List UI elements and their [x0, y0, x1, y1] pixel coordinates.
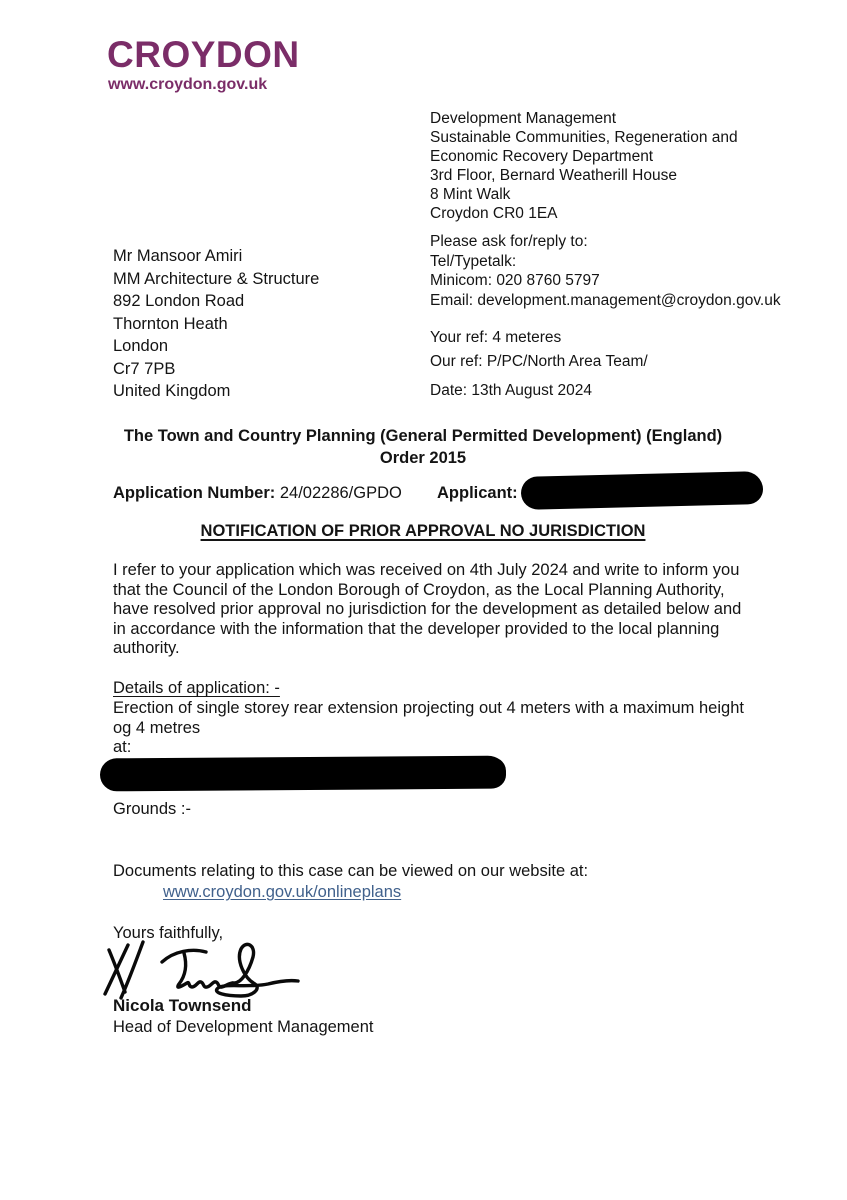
recipient-address-line: United Kingdom [113, 382, 231, 400]
sender-address-line: 3rd Floor, Bernard Weatherill House [430, 167, 677, 184]
letter-date: Date: 13th August 2024 [430, 382, 593, 399]
documents-text: Documents relating to this case can be viewed on our website at: [113, 862, 589, 880]
act-title-line1: The Town and Country Planning (General Permitted Development) (England) [123, 427, 723, 445]
address-redaction-bar [100, 756, 506, 792]
application-number-row [113, 484, 402, 503]
croydon-logo: CROYDON [107, 34, 300, 75]
act-title [93, 425, 753, 469]
details-heading: Details of application: - [113, 679, 280, 697]
details-description: Erection of single storey rear extension projecting out 4 meters with a maximum height og 4 metres [113, 699, 744, 737]
application-number-label: Application Number: [113, 484, 276, 502]
contact-line: Minicom: 020 8760 5797 [430, 272, 600, 289]
online-plans-link[interactable]: www.croydon.gov.uk/onlineplans [163, 883, 402, 901]
signatory-role: Head of Development Management [113, 1018, 374, 1036]
your-ref: Your ref: 4 meteres [430, 329, 562, 346]
recipient-address-line: London [113, 337, 169, 355]
recipient-address-line: 892 London Road [113, 292, 245, 310]
notification-heading: NOTIFICATION OF PRIOR APPROVAL NO JURISDICTION [200, 522, 646, 540]
recipient-address-line: Mr Mansoor Amiri [113, 247, 243, 265]
our-ref: Our ref: P/PC/North Area Team/ [430, 353, 648, 370]
signatory-name: Nicola Townsend [113, 996, 252, 1015]
sender-address-block [430, 109, 738, 223]
croydon-logo-url: www.croydon.gov.uk [108, 76, 268, 93]
recipient-address-line: MM Architecture & Structure [113, 269, 320, 288]
recipient-address-line: Thornton Heath [113, 314, 228, 333]
sender-address-line: Economic Recovery Department [430, 148, 654, 165]
applicant-redaction-bar [521, 471, 764, 510]
contact-line: Email: development.management@croydon.gov.uk [430, 291, 781, 309]
application-number-value: 24/02286/GPDO [279, 484, 402, 502]
contact-block [430, 232, 781, 310]
contact-line: Tel/Typetalk: [430, 252, 517, 270]
valediction: Yours faithfully, [113, 924, 224, 942]
recipient-address-block [113, 245, 319, 403]
sender-address-line: Croydon CR0 1EA [430, 205, 558, 222]
grounds-label: Grounds :- [113, 800, 191, 818]
at-label: at: [113, 738, 132, 756]
recipient-address-line: Cr7 7PB [113, 359, 176, 378]
contact-line: Please ask for/reply to: [430, 233, 588, 250]
sender-address-line: Sustainable Communities, Regeneration and [430, 129, 738, 146]
references-block [430, 326, 648, 374]
body-paragraph: I refer to your application which was received on 4th July 2024 and write to inform you that the Council of the London Borough of Croydon, as the Local Planning Authority, have resolved prior approval no jurisdiction for the development as detailed below and in accordance with the information that the developer provided to the local planning authority. [113, 561, 742, 658]
applicant-label: Applicant: [437, 484, 518, 502]
sender-address-line: 8 Mint Walk [430, 186, 511, 203]
act-title-line2: Order 2015 [379, 449, 467, 467]
sender-address-line: Development Management [430, 110, 617, 127]
